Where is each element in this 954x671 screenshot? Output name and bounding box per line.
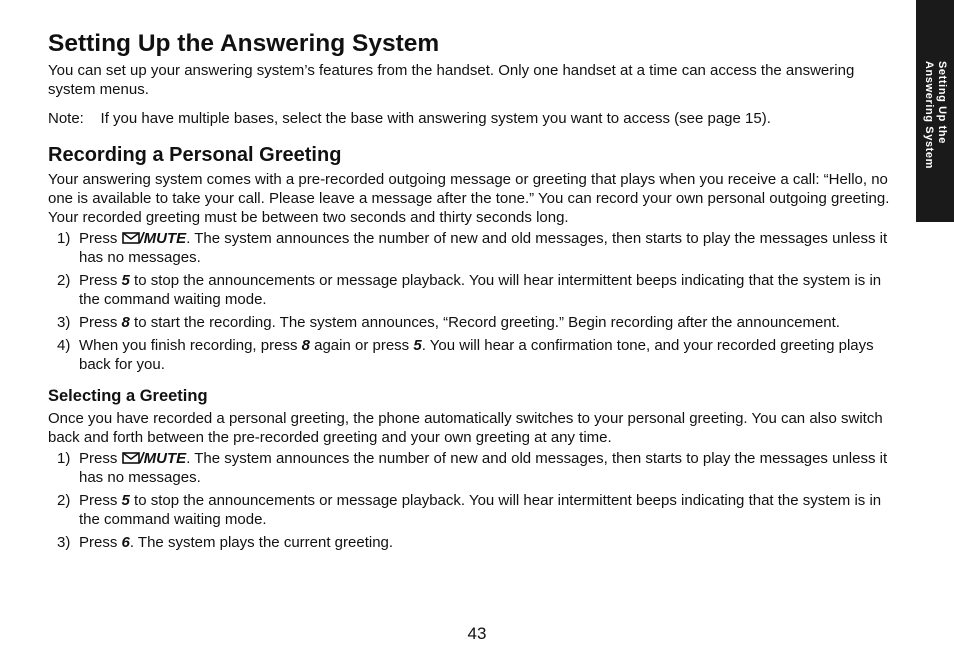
step-text: Press [79,450,122,467]
step-number: 1) [57,450,71,467]
page-content [48,30,893,556]
key-label: 6 [121,534,130,551]
key-label: /MUTE [139,450,187,467]
step-text: . You will hear a confirmation tone, and your recorded greeting plays back for you. [79,337,874,373]
envelope-icon [122,452,140,464]
list-item [48,229,893,267]
page-title: Setting Up the Answering System [48,30,440,57]
step-text: Press [79,272,122,289]
step-number: 3) [57,314,71,331]
section-heading-selecting: Selecting a Greeting [48,387,208,405]
section-heading-recording: Recording a Personal Greeting [48,144,342,166]
step-text: . The system announces the number of new and old messages, then starts to play the messages unless it has no messages. [79,230,888,266]
key-label: 8 [301,337,310,354]
key-label: 5 [413,337,422,354]
recording-steps [48,229,893,374]
step-text: to start the recording. The system announces, “Record greeting.” Begin recording after the announcement. [129,314,840,331]
side-tab-label [919,40,951,190]
selecting-steps [48,449,893,552]
list-item [48,533,893,552]
step-text: Press [79,492,122,509]
step-text: Press [79,534,122,551]
page-number: 43 [467,624,487,643]
list-item [48,313,893,332]
step-number: 2) [57,492,71,509]
list-item [48,491,893,529]
key-label: 5 [121,272,130,289]
note-label: Note: [48,110,84,127]
step-number: 3) [57,534,71,551]
note-text: If you have multiple bases, select the base with answering system you want to access (see page 15). [100,110,771,127]
key-label: 8 [121,314,130,331]
step-text: When you finish recording, press [79,337,302,354]
step-text: Press [79,314,122,331]
step-text: to stop the announcements or message playback. You will hear intermittent beeps indicating that the system is in the command waiting mode. [79,492,882,528]
step-text: . The system announces the number of new and old messages, then starts to play the messages unless it has no messages. [79,450,888,486]
key-label: /MUTE [139,230,187,247]
step-number: 1) [57,230,71,247]
side-tab-label-line2: Answering System [923,60,935,170]
note-paragraph [48,109,893,128]
step-text: to stop the announcements or message playback. You will hear intermittent beeps indicating that the system is in the command waiting mode. [79,272,882,308]
list-item [48,271,893,309]
side-tab-label-line1: Setting Up the [936,60,948,144]
intro-paragraph: You can set up your answering system’s features from the handset. Only one handset at a time can access the answering system menus. [48,62,855,98]
step-text: . The system plays the current greeting. [129,534,394,551]
envelope-icon [122,232,140,244]
step-number: 2) [57,272,71,289]
selecting-body: Once you have recorded a personal greeting, the phone automatically switches to your personal greeting. You can also switch back and forth between the pre-recorded greeting and your own greeting at any time. [48,410,883,446]
step-text: Press [79,230,122,247]
list-item [48,449,893,487]
recording-body: Your answering system comes with a pre-recorded outgoing message or greeting that plays when you receive a call: “Hello, no one is available to take your call. Please leave a message after the tone.” You can record your own personal outgoing greeting. Your recorded greeting must be between two seconds and thirty seconds long. [48,171,890,226]
key-label: 5 [121,492,130,509]
step-text: again or press [309,337,414,354]
step-number: 4) [57,337,71,354]
list-item [48,336,893,374]
